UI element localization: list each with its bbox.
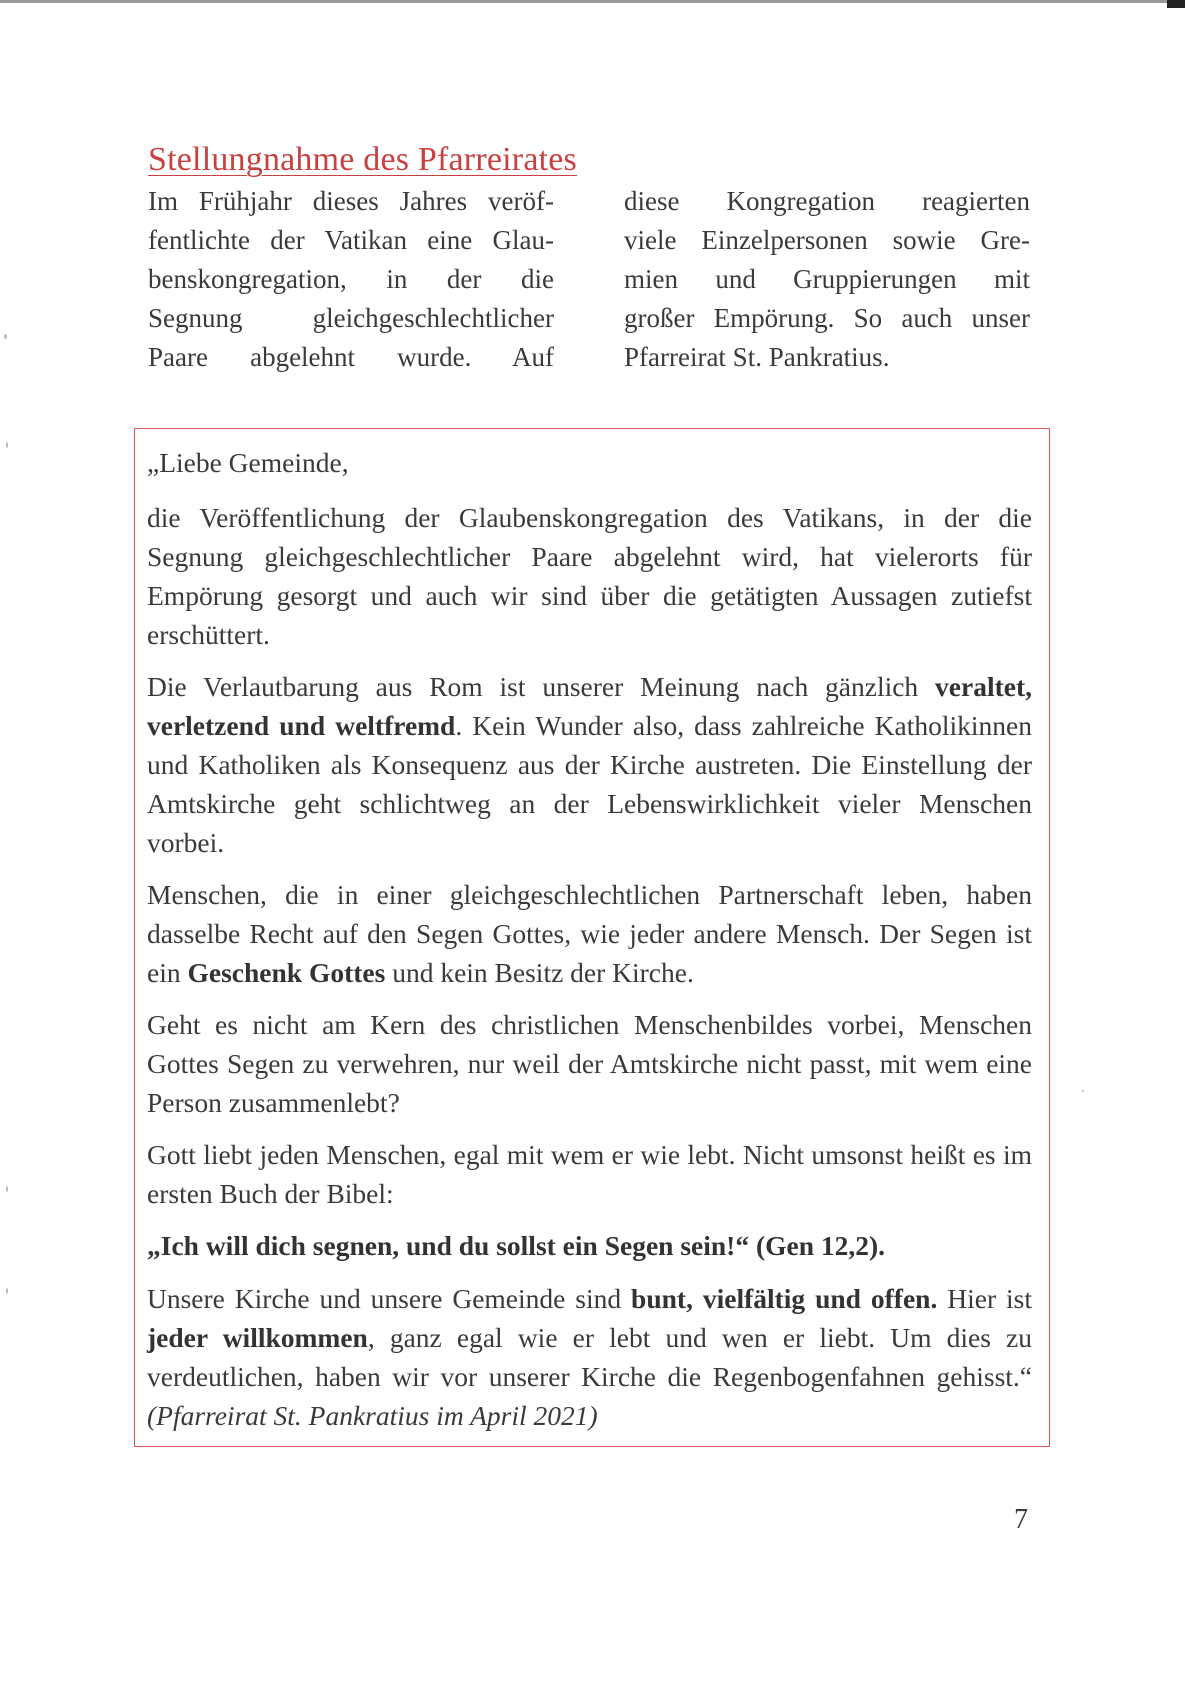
- statement-box: [134, 428, 1050, 1447]
- intro-right-column: [624, 182, 1030, 377]
- statement-text: und kein Besitz der Kirche.: [385, 957, 694, 988]
- scan-speck: [6, 1288, 8, 1294]
- statement-emphasis: veraltet, verletzend und weltfremd: [147, 671, 1032, 741]
- intro-left-line: Paare abgelehnt wurde. Auf: [148, 342, 554, 372]
- statement-source: (Pfarreirat St. Pankratius im April 2021): [147, 1400, 598, 1431]
- statement-emphasis: Geschenk Gottes: [187, 957, 386, 988]
- intro-right-line: mien und Gruppierungen mit: [624, 264, 1030, 294]
- statement-text: Menschen, die in einer gleichgeschlechtlichen Partnerschaft leben, haben dasselbe Recht auf den Segen Gottes, wie jeder andere Mensch. Der Segen ist ein: [147, 879, 1032, 988]
- statement-text: Hier ist: [937, 1283, 1032, 1314]
- bible-quote: „Ich will dich segnen, und du sollst ein Segen sein!“ (Gen 12,2).: [147, 1230, 886, 1261]
- scan-speck: [1082, 1090, 1084, 1092]
- statement-text: Unsere Kirche und unsere Gemeinde sind: [147, 1283, 632, 1314]
- top-rule: [0, 0, 1185, 3]
- statement-paragraph-6: [147, 1279, 1032, 1435]
- statement-paragraph-1: die Veröffentlichung der Glaubenskongregation des Vatikans, in der die Segnung gleichgeschlechtlicher Paare abgelehnt wird, hat vielerorts für Empörung gesorgt und auch wir sind über die getätigten Aussagen zutiefst erschüttert.: [147, 502, 1032, 650]
- statement-text: Die Verlautbarung aus Rom ist unserer Meinung nach gänzlich: [147, 671, 936, 702]
- intro-left-column: [148, 182, 554, 377]
- statement-paragraph-2: [147, 667, 1032, 862]
- intro-right-line: diese Kongregation reagierten: [624, 186, 1030, 216]
- intro-left-line: fentlichte der Vatikan eine Glau-: [148, 225, 554, 255]
- intro-right-line: großer Empörung. So auch unser: [624, 303, 1030, 333]
- intro-left-line: Im Frühjahr dieses Jahres veröf-: [148, 186, 554, 216]
- statement-text: . Kein Wunder also, dass zahlreiche Katholikinnen und Katholiken als Konsequenz aus der Kirche austreten. Die Einstellung der Amtskirche geht schlichtweg an der Lebenswirklichkeit vieler Menschen vorbei.: [147, 710, 1032, 858]
- scan-speck: [6, 1186, 8, 1192]
- intro-left-line: benskongregation, in der die: [148, 264, 554, 294]
- page-title: Stellungnahme des Pfarreirates: [148, 141, 577, 178]
- page-number: 7: [1014, 1504, 1028, 1535]
- statement-text: , ganz egal wie er lebt und wen er liebt. Um dies zu verdeutlichen, haben wir vor unserer Kirche die Regenbogenfahnen gehisst.“: [147, 1322, 1032, 1392]
- intro-left-line: Segnung gleichgeschlechtlicher: [148, 303, 554, 333]
- top-rule-end: [1167, 0, 1185, 8]
- scan-speck: [4, 334, 7, 339]
- statement-emphasis: jeder willkommen: [147, 1322, 368, 1353]
- statement-paragraph-3: [147, 875, 1032, 992]
- intro-right-line: viele Einzelpersonen sowie Gre-: [624, 225, 1030, 255]
- statement-greeting: „Liebe Gemeinde,: [147, 447, 349, 478]
- intro-right-line: Pfarreirat St. Pankratius.: [624, 342, 890, 372]
- statement-emphasis: bunt, vielfältig und offen.: [631, 1283, 938, 1314]
- statement-paragraph-4: Geht es nicht am Kern des christlichen Menschenbildes vorbei, Menschen Gottes Segen zu verwehren, nur weil der Amtskirche nicht passt, mit wem eine Person zusammenlebt?: [147, 1009, 1032, 1118]
- statement-paragraph-5: Gott liebt jeden Menschen, egal mit wem er wie lebt. Nicht umsonst heißt es im ersten Buch der Bibel:: [147, 1139, 1032, 1209]
- scan-speck: [6, 442, 8, 448]
